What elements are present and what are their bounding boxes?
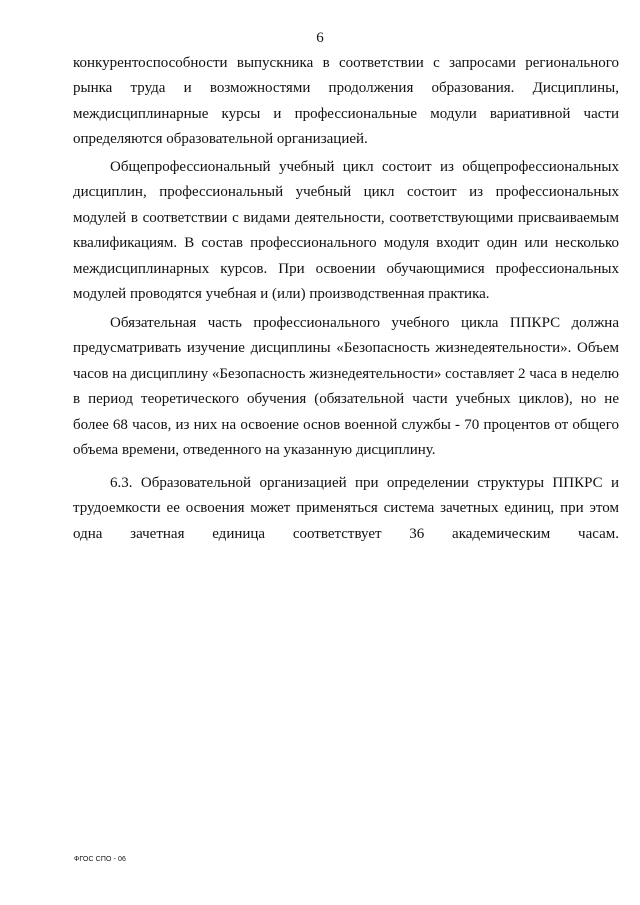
text-line: определяются образовательной организацией.: [73, 131, 368, 148]
text-line: модулей проводятся учебная и (или) производственная практика.: [73, 285, 490, 302]
document-footer-code: ФГОС СПО - 06: [74, 856, 127, 863]
text-line: квалификациям. В состав профессионального модуля входит один или несколько: [73, 235, 619, 252]
text-line: Общепрофессиональный учебный цикл состоит из общепрофессиональных: [110, 159, 619, 175]
text-line: дисциплин, профессиональный учебный цикл состоит из профессиональных: [73, 184, 619, 201]
text-line: модулей в соответствии с видами деятельности, соответствующими присваиваемым: [73, 209, 619, 226]
paragraph-continuation: [73, 51, 619, 153]
text-line: 6.3. Образовательной организацией при определении структуры ППКРС и: [110, 475, 619, 491]
text-line: междисциплинарные курсы и профессиональные модули вариативной части: [73, 105, 619, 122]
text-line: более 68 часов, из них на освоение основ военной службы - 70 процентов от общего: [73, 416, 619, 433]
paragraph-general-professional-cycle: [73, 155, 619, 307]
text-line: одна зачетная единица соответствует 36 академическим часам.: [73, 525, 619, 542]
page-number: 6: [316, 30, 324, 46]
text-line: объема времени, отведенного на указанную дисциплину.: [73, 441, 436, 458]
text-line: конкурентоспособности выпускника в соответствии с запросами регионального: [73, 55, 619, 71]
text-line: часов на дисциплину «Безопасность жизнедеятельности» составляет 2 часа в неделю: [73, 365, 619, 382]
text-line: в период теоретического обучения (обязательной части учебных циклов), но не: [73, 391, 619, 408]
text-line: предусматривать изучение дисциплины «Безопасность жизнедеятельности». Объем: [73, 340, 619, 357]
paragraph-life-safety: [73, 311, 619, 463]
text-line: трудоемкости ее освоения может применяться система зачетных единиц, при этом: [73, 500, 619, 517]
text-line: Обязательная часть профессионального учебного цикла ППКРС должна: [110, 315, 619, 331]
text-line: междисциплинарных курсов. При освоении обучающимися профессиональных: [73, 260, 619, 277]
paragraph-credit-units: [73, 471, 619, 547]
text-line: рынка труда и возможностями продолжения образования. Дисциплины,: [73, 80, 619, 97]
